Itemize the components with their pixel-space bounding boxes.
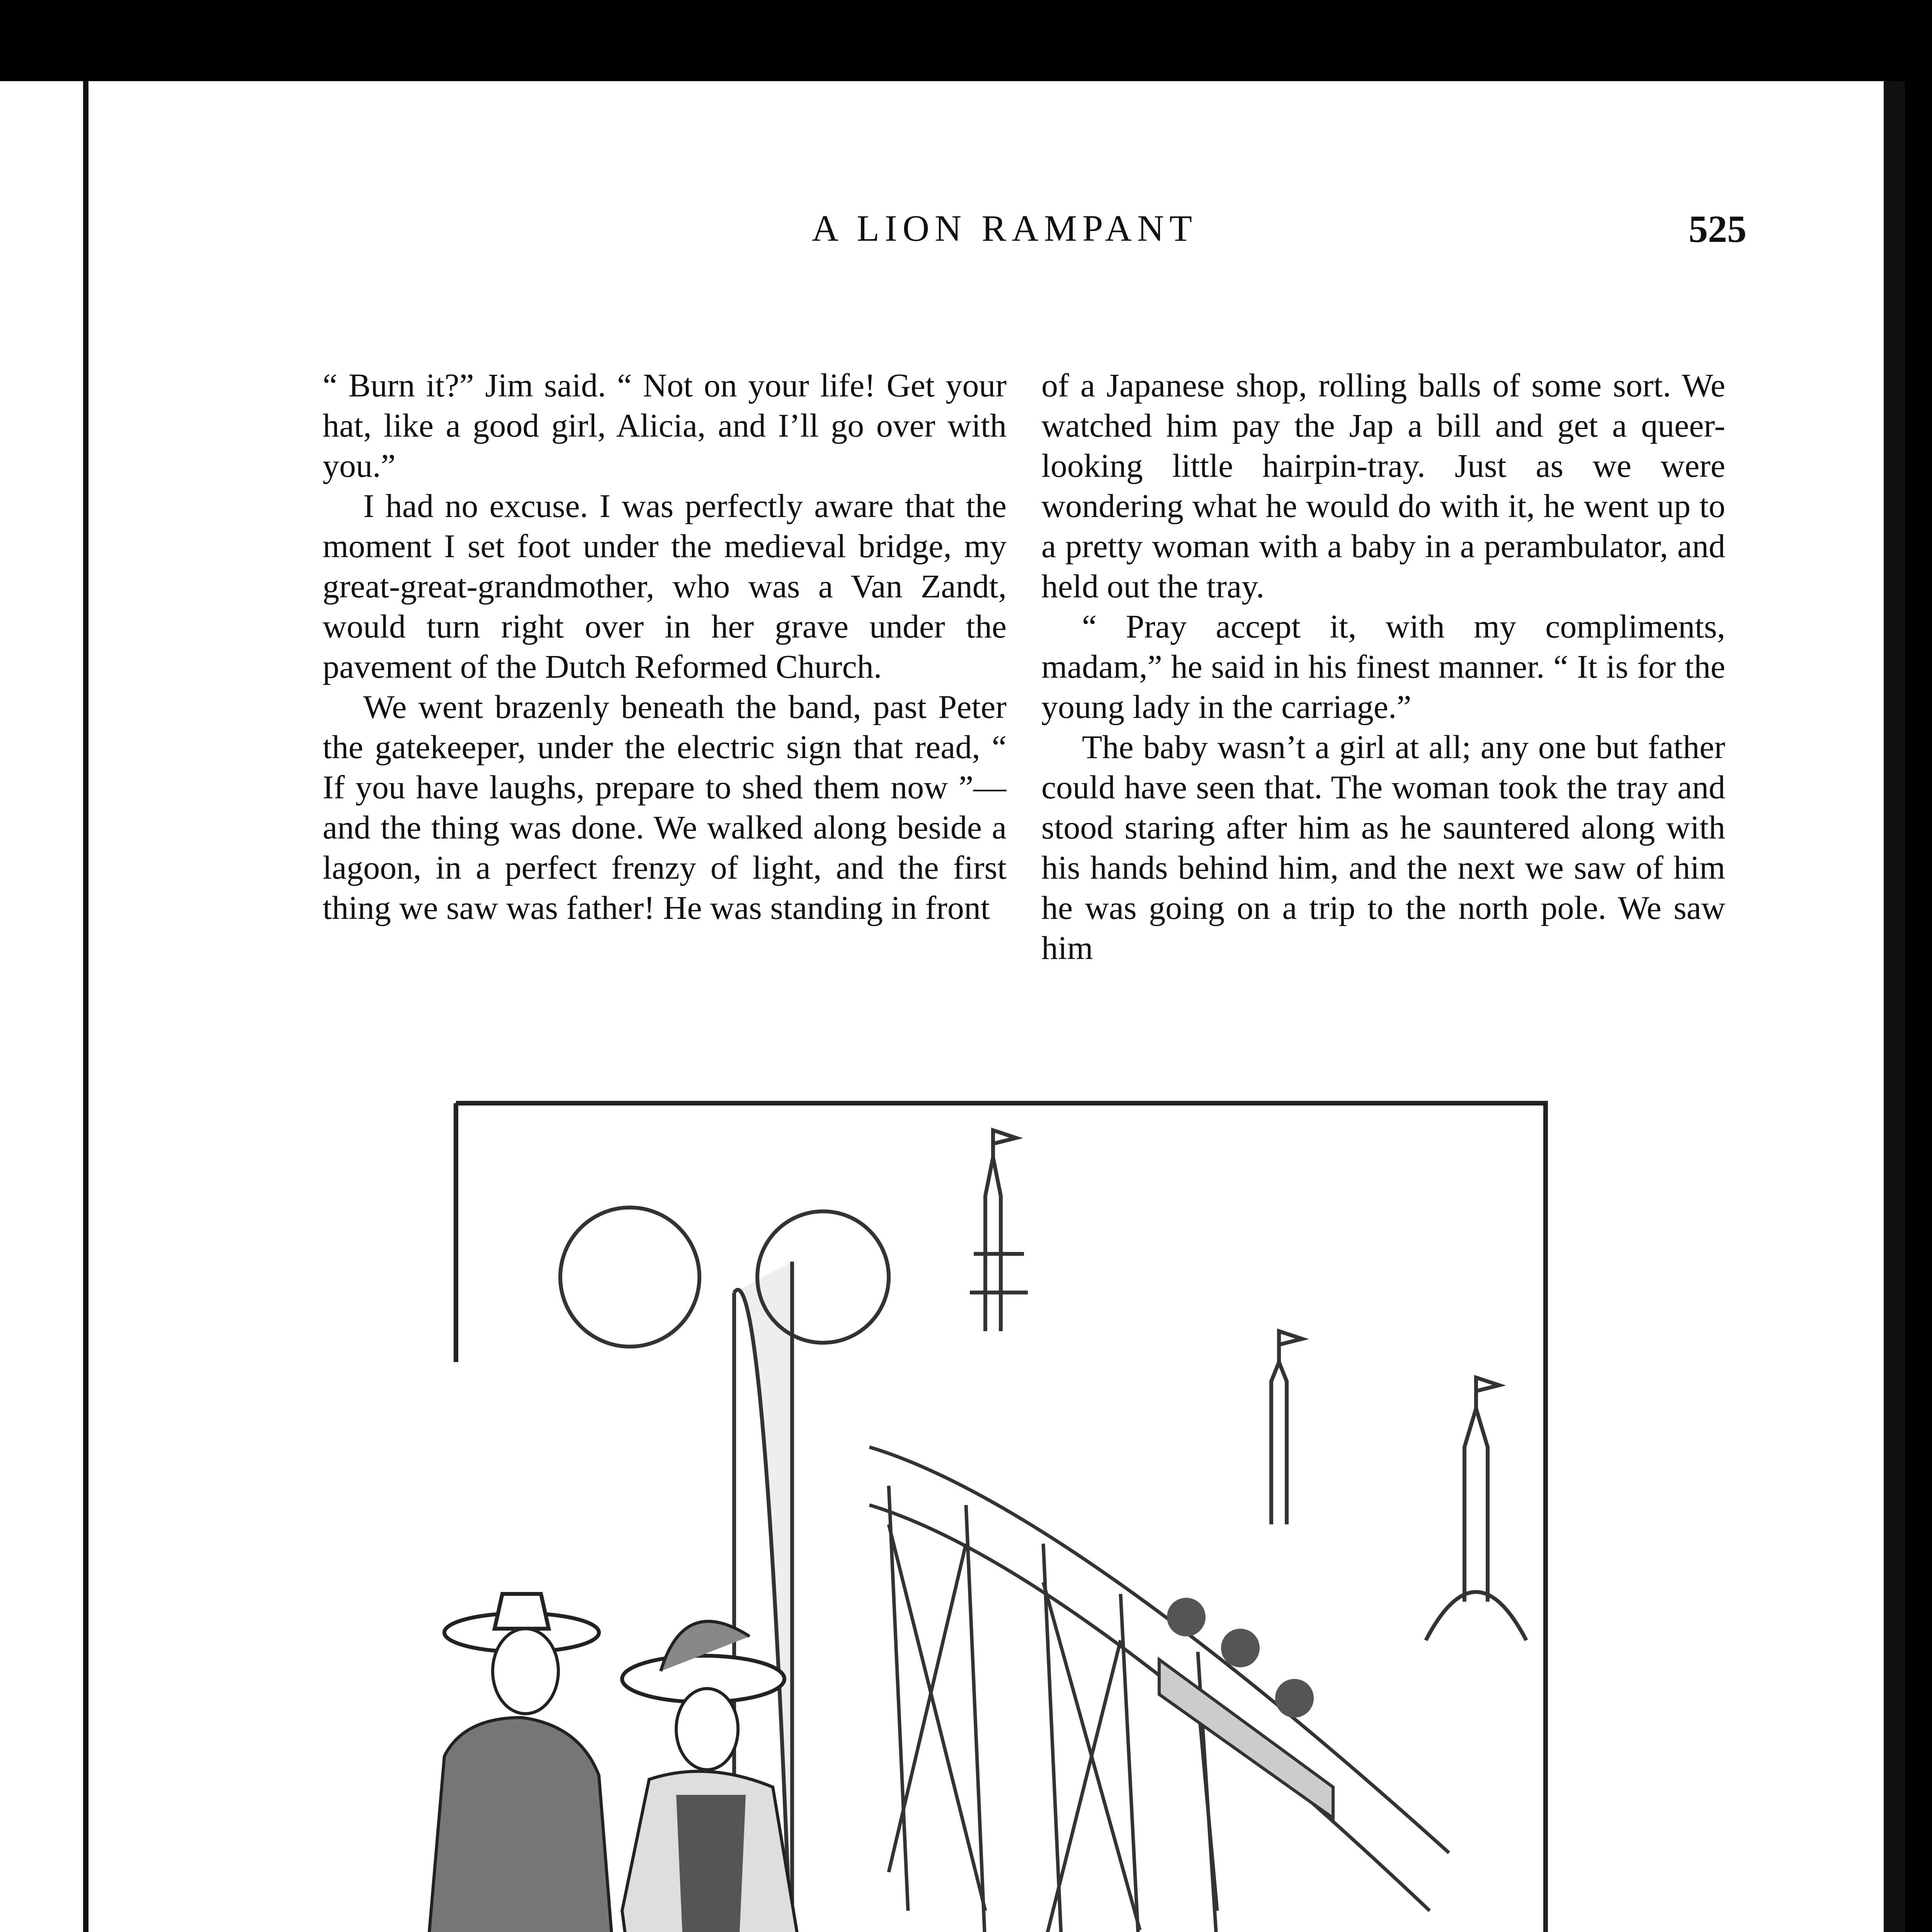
woman-figure [622,1621,835,1932]
man-figure [421,1594,622,1932]
binding-gutter [83,81,88,1932]
running-header: A LION RAMPANT [812,207,1197,249]
paragraph: The baby wasn’t a girl at all; any one but father could have seen that. The woman took the tray and stood staring after him as he sauntered along with his hands behind him, and the next we saw of him he was going on a trip to the north pole. We saw him [1041,728,1725,966]
tower-spires [970,1130,1526,1640]
paragraph: “ Burn it?” Jim said. “ Not on your life! Get your hat, like a good girl, Alicia, and I’ll go over with you.” [323,367,1007,484]
paragraph: of a Japanese shop, rolling balls of some sort. We watched him pay the Jap a bill and get a queer-looking little hairpin-tray. Just as we were wondering what he would do with it, he went up to a pretty woman with a baby in a perambulator, and held out the tray. [1041,367,1725,605]
paragraph: We went brazenly beneath the band, past Peter the gatekeeper, under the electric sign that read, “ If you have laughs, prepare to shed them now ”— and the thing was done. We walked along beside a lagoon, in a perfect frenzy of light, and the first thing we saw was father! He was standing in front [323,688,1007,926]
globe-lamp [560,1208,699,1347]
paragraph: “ Pray accept it, with my compliments, madam,” he said in his finest manner. “ It is for the young lady in the carriage.” [1041,608,1725,725]
roller-coaster-illustration [406,1061,1615,1932]
text-column-left [323,365,1007,1107]
coaster-car [1159,1598,1333,1818]
paragraph: I had no excuse. I was perfectly aware that the moment I set foot under the medieval bridge, my great-great-grandmother, who was a Van Zandt, would turn right over in her grave under the pavement of the Dutch Reformed Church. [323,487,1007,685]
facing-page-edge [0,81,89,1932]
text-column-right [1041,365,1725,1107]
page-edge-border [1884,81,1905,1932]
illustration-drawing [406,1061,1615,1932]
magazine-page [0,81,1905,1932]
page-number: 525 [1689,207,1747,250]
